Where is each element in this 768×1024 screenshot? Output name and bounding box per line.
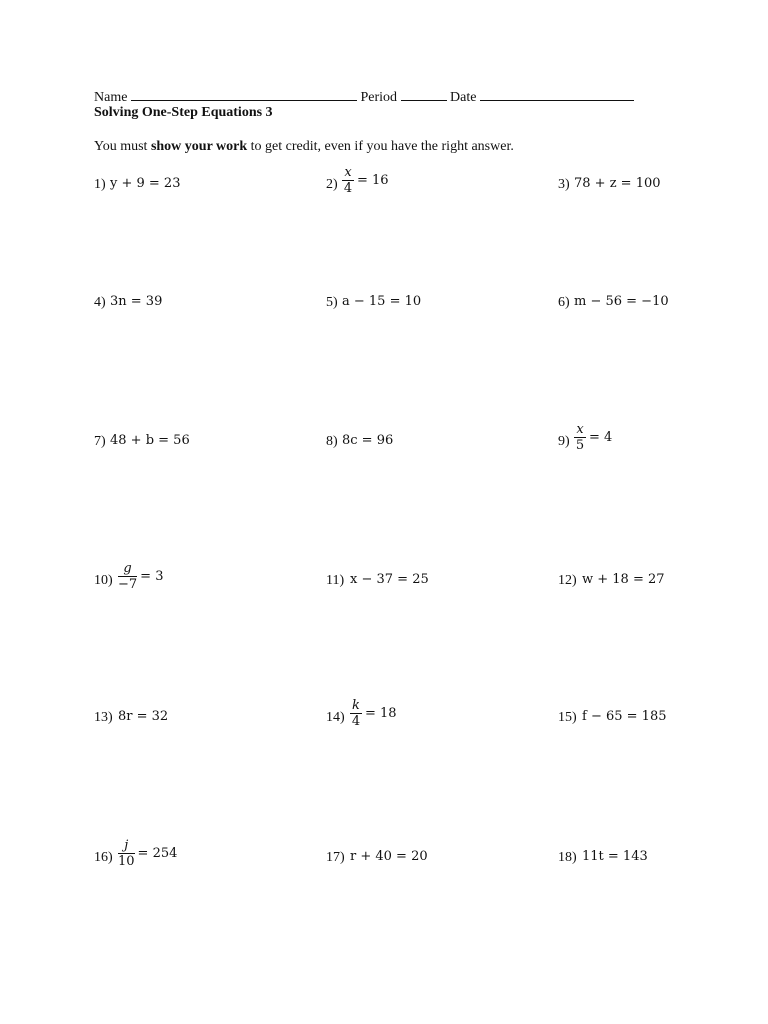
equation: 48 + b = 56 <box>110 433 190 448</box>
problem-number: 11) <box>326 573 345 588</box>
equation: r + 40 = 20 <box>350 849 428 864</box>
student-info-line <box>94 88 634 106</box>
denominator: 4 <box>351 714 361 729</box>
fraction <box>350 699 362 728</box>
equation-rhs: = 254 <box>137 846 178 861</box>
date-label: Date <box>450 90 477 105</box>
denominator: 5 <box>575 438 585 453</box>
problem-number: 2) <box>326 177 338 192</box>
equation-rhs: = 16 <box>357 173 389 188</box>
problem-number: 8) <box>326 434 338 449</box>
equation: x − 37 = 25 <box>350 572 429 587</box>
problem-10 <box>94 531 294 591</box>
problem-3 <box>558 135 758 195</box>
name-blank[interactable] <box>131 88 357 101</box>
fraction-equation <box>342 166 389 195</box>
problem-17 <box>326 808 526 868</box>
period-label: Period <box>360 90 397 105</box>
problem-18 <box>558 808 758 868</box>
problem-number: 18) <box>558 850 577 865</box>
equation-rhs: = 18 <box>365 706 397 721</box>
denominator: −7 <box>118 577 138 592</box>
fraction-equation <box>118 839 177 868</box>
worksheet-title: Solving One-Step Equations 3 <box>94 105 273 120</box>
equation-rhs: = 4 <box>589 430 613 445</box>
numerator: j <box>124 838 129 853</box>
equation: y + 9 = 23 <box>110 176 181 191</box>
problem-number: 6) <box>558 295 570 310</box>
equation: m − 56 = −10 <box>574 294 669 309</box>
numerator: x <box>576 422 584 437</box>
problem-15 <box>558 668 758 728</box>
numerator: k <box>352 698 360 713</box>
equation: f − 65 = 185 <box>582 709 667 724</box>
problem-7 <box>94 392 294 452</box>
equation: 3n = 39 <box>110 294 163 309</box>
problem-number: 5) <box>326 295 338 310</box>
problem-11 <box>326 531 526 591</box>
equation-rhs: = 3 <box>140 569 164 584</box>
equation: w + 18 = 27 <box>582 572 665 587</box>
problem-number: 12) <box>558 573 577 588</box>
fraction <box>118 562 137 591</box>
problem-6 <box>558 253 758 313</box>
problem-12 <box>558 531 758 591</box>
problem-number: 15) <box>558 710 577 725</box>
problem-number: 10) <box>94 573 113 588</box>
problem-number: 4) <box>94 295 106 310</box>
equation: 8c = 96 <box>342 433 394 448</box>
problem-1 <box>94 135 294 195</box>
equation: 78 + z = 100 <box>574 176 661 191</box>
instructions-before: You must <box>94 139 151 154</box>
equation: a − 15 = 10 <box>342 294 422 309</box>
equation: 11t = 143 <box>582 849 648 864</box>
equation: 8r = 32 <box>118 709 169 724</box>
problem-16 <box>94 808 294 868</box>
problem-9 <box>558 392 758 452</box>
problem-13 <box>94 668 294 728</box>
fraction-equation <box>118 562 163 591</box>
fraction <box>342 166 354 195</box>
instructions-after: to get credit, even if you have the right answer. <box>247 139 514 154</box>
numerator: x <box>344 165 352 180</box>
numerator: g <box>123 561 132 576</box>
date-blank[interactable] <box>480 88 634 101</box>
name-label: Name <box>94 90 128 105</box>
problem-5 <box>326 253 526 313</box>
problem-number: 3) <box>558 177 570 192</box>
problem-number: 9) <box>558 434 570 449</box>
fraction-equation <box>350 699 397 728</box>
problem-number: 7) <box>94 434 106 449</box>
problem-4 <box>94 253 294 313</box>
fraction <box>574 423 586 452</box>
problem-number: 16) <box>94 850 113 865</box>
instructions-emphasis: show your work <box>150 139 248 154</box>
denominator: 10 <box>118 854 135 869</box>
problem-number: 1) <box>94 177 106 192</box>
problem-14 <box>326 668 526 728</box>
fraction-equation <box>574 423 612 452</box>
fraction <box>118 839 135 868</box>
problem-number: 13) <box>94 710 113 725</box>
problem-2 <box>326 135 526 195</box>
problem-8 <box>326 392 526 452</box>
problem-number: 17) <box>326 850 345 865</box>
denominator: 4 <box>343 181 353 196</box>
period-blank[interactable] <box>401 88 447 101</box>
problem-number: 14) <box>326 710 345 725</box>
